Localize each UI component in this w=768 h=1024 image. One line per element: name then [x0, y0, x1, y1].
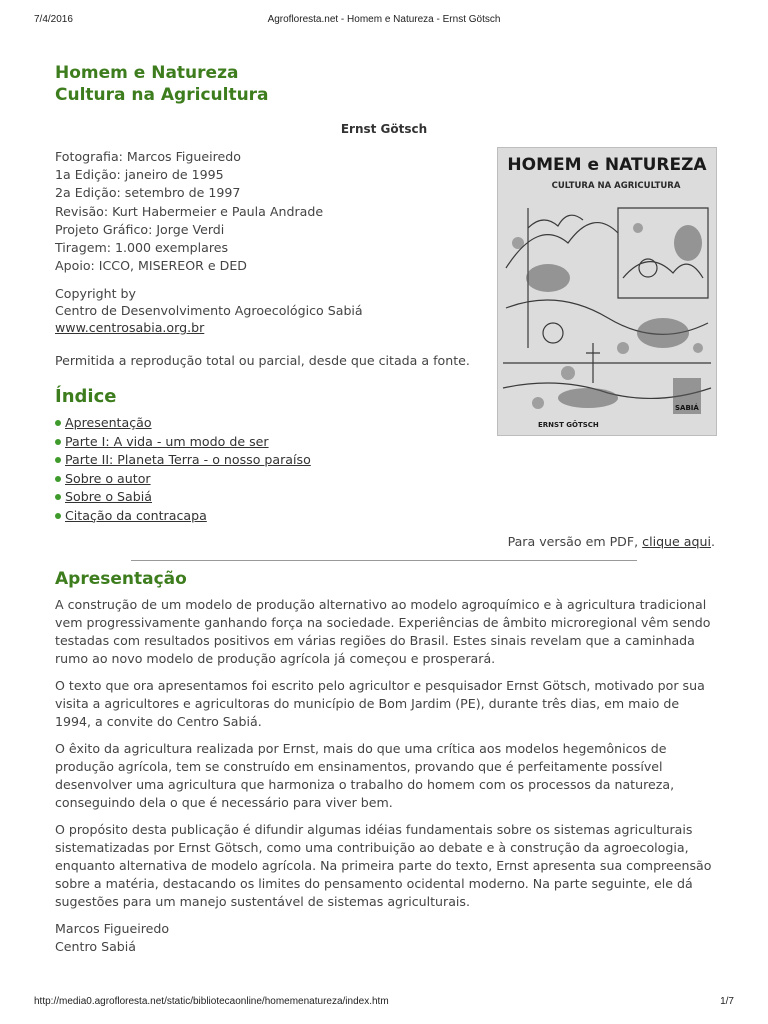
- reproduction-permission: Permitida a reprodução total ou parcial, desde que citada a fonte.: [55, 353, 470, 368]
- section-divider: [131, 560, 637, 561]
- title-line-1: Homem e Natureza: [55, 63, 239, 83]
- print-header: [0, 14, 768, 28]
- print-page-number: 1/7: [720, 996, 734, 1007]
- cover-publisher: SABIÁ: [675, 404, 699, 412]
- index-heading: Índice: [55, 386, 117, 407]
- credit-graphic-design: Projeto Gráfico: Jorge Verdi: [55, 221, 225, 237]
- apresentacao-body: [55, 596, 717, 956]
- credit-second-edition: 2a Edição: setembro de 1997: [55, 185, 241, 201]
- pdf-suffix: .: [710, 534, 715, 549]
- pdf-download-link[interactable]: clique aqui: [642, 534, 711, 549]
- credit-revision: Revisão: Kurt Habermeier e Paula Andrade: [55, 203, 324, 219]
- cover-title: HOMEM e NATUREZA: [507, 155, 707, 175]
- page-title: [55, 62, 269, 106]
- credit-photography: Fotografia: Marcos Figueiredo: [55, 149, 242, 164]
- toc-item: [55, 507, 311, 526]
- author-name: Ernst Götsch: [340, 122, 428, 136]
- print-footer: [0, 996, 768, 1010]
- toc-link-sobre-autor[interactable]: Sobre o autor: [65, 470, 151, 486]
- sabia-website-link[interactable]: www.centrosabia.org.br: [55, 320, 205, 335]
- cover-author: ERNST GÖTSCH: [538, 421, 599, 429]
- print-date: 7/4/2016: [34, 14, 73, 25]
- bullet-icon: [55, 420, 61, 426]
- credit-first-edition: 1a Edição: janeiro de 1995: [55, 167, 224, 183]
- toc-link-contracapa[interactable]: Citação da contracapa: [65, 507, 207, 523]
- paragraph: O texto que ora apresentamos foi escrito pelo agricultor e pesquisador Ernst Götsch, motivado por sua visita a agricultores e agricultoras do município de Bom Jardim (PE), durante três dias, em maio de 1994, a convite do Centro Sabiá.: [55, 678, 705, 729]
- toc-item: [55, 470, 311, 489]
- print-page-title: Agrofloresta.net - Homem e Natureza - Ernst Götsch: [267, 14, 501, 25]
- pdf-version-note: [508, 534, 715, 549]
- table-of-contents: [55, 414, 311, 525]
- paragraph: O propósito desta publicação é difundir algumas idéias fundamentais sobre os sistemas agriculturais sistematizadas por Ernst Götsch, como uma contribuição ao debate e à construção da agroecologia, enquanto alternativa de modelo agrícola. Na primeira parte do texto, Ernst apresenta sua compreensão sobre a matéria, destacando os limites do pensamento ocidental moderno. Na parte seguinte, ele dá sugestões para um manejo sustentável de sistemas agriculturais.: [55, 822, 712, 909]
- toc-item: [55, 451, 311, 470]
- toc-link-apresentacao[interactable]: Apresentação: [65, 415, 152, 430]
- bullet-icon: [55, 439, 61, 445]
- signature: [55, 920, 717, 956]
- paragraph: A construção de um modelo de produção alternativo ao modelo agroquímico e à agricultura tradicional vem progressivamente ganhando força na sociedade. Experiências de âmbito microregional vêm sendo testadas com resultados positivos em várias regiões do Brasil. Estes sinais revelam que a caminhada rumo ao novo modelo de produção agrícola já começou e prosperará.: [55, 597, 711, 666]
- apresentacao-heading: Apresentação: [55, 569, 187, 589]
- bullet-icon: [55, 476, 61, 482]
- toc-link-parte-1[interactable]: Parte I: A vida - um modo de ser: [65, 433, 269, 449]
- print-url: http://media0.agrofloresta.net/static/bibliotecaonline/homemenatureza/index.htm: [34, 996, 389, 1007]
- toc-link-parte-2[interactable]: Parte II: Planeta Terra - o nosso paraíso: [65, 452, 311, 467]
- credit-support: Apoio: ICCO, MISEREOR e DED: [55, 258, 247, 274]
- credits-list: [55, 148, 323, 275]
- title-line-2: Cultura na Agricultura: [55, 85, 269, 105]
- toc-item: [55, 433, 311, 452]
- pdf-prefix: Para versão em PDF,: [507, 534, 643, 549]
- paragraph: O êxito da agricultura realizada por Ernst, mais do que uma crítica aos modelos hegemônicos de produção agrícola, tem se construído em ensinamentos, provando que é perfeitamente possível desenvolver uma agricultura que harmoniza o trabalho do homem com os processos da natureza, conseguindo dela o que é necessário para viver bem.: [55, 741, 675, 810]
- toc-link-sobre-sabia[interactable]: Sobre o Sabiá: [65, 489, 152, 504]
- cover-subtitle: CULTURA NA AGRICULTURA: [551, 181, 681, 191]
- copyright-org: Centro de Desenvolvimento Agroecológico Sabiá: [55, 303, 363, 318]
- bullet-icon: [55, 513, 61, 519]
- book-cover-image: [497, 147, 717, 436]
- signature-org: Centro Sabiá: [55, 939, 136, 954]
- credit-print-run: Tiragem: 1.000 exemplares: [55, 240, 229, 256]
- copyright-label: Copyright by: [55, 286, 136, 301]
- toc-item: [55, 488, 311, 507]
- bullet-icon: [55, 494, 61, 500]
- bullet-icon: [55, 457, 61, 463]
- signature-name: Marcos Figueiredo: [55, 921, 170, 936]
- copyright-block: [55, 285, 363, 336]
- toc-item: [55, 414, 311, 433]
